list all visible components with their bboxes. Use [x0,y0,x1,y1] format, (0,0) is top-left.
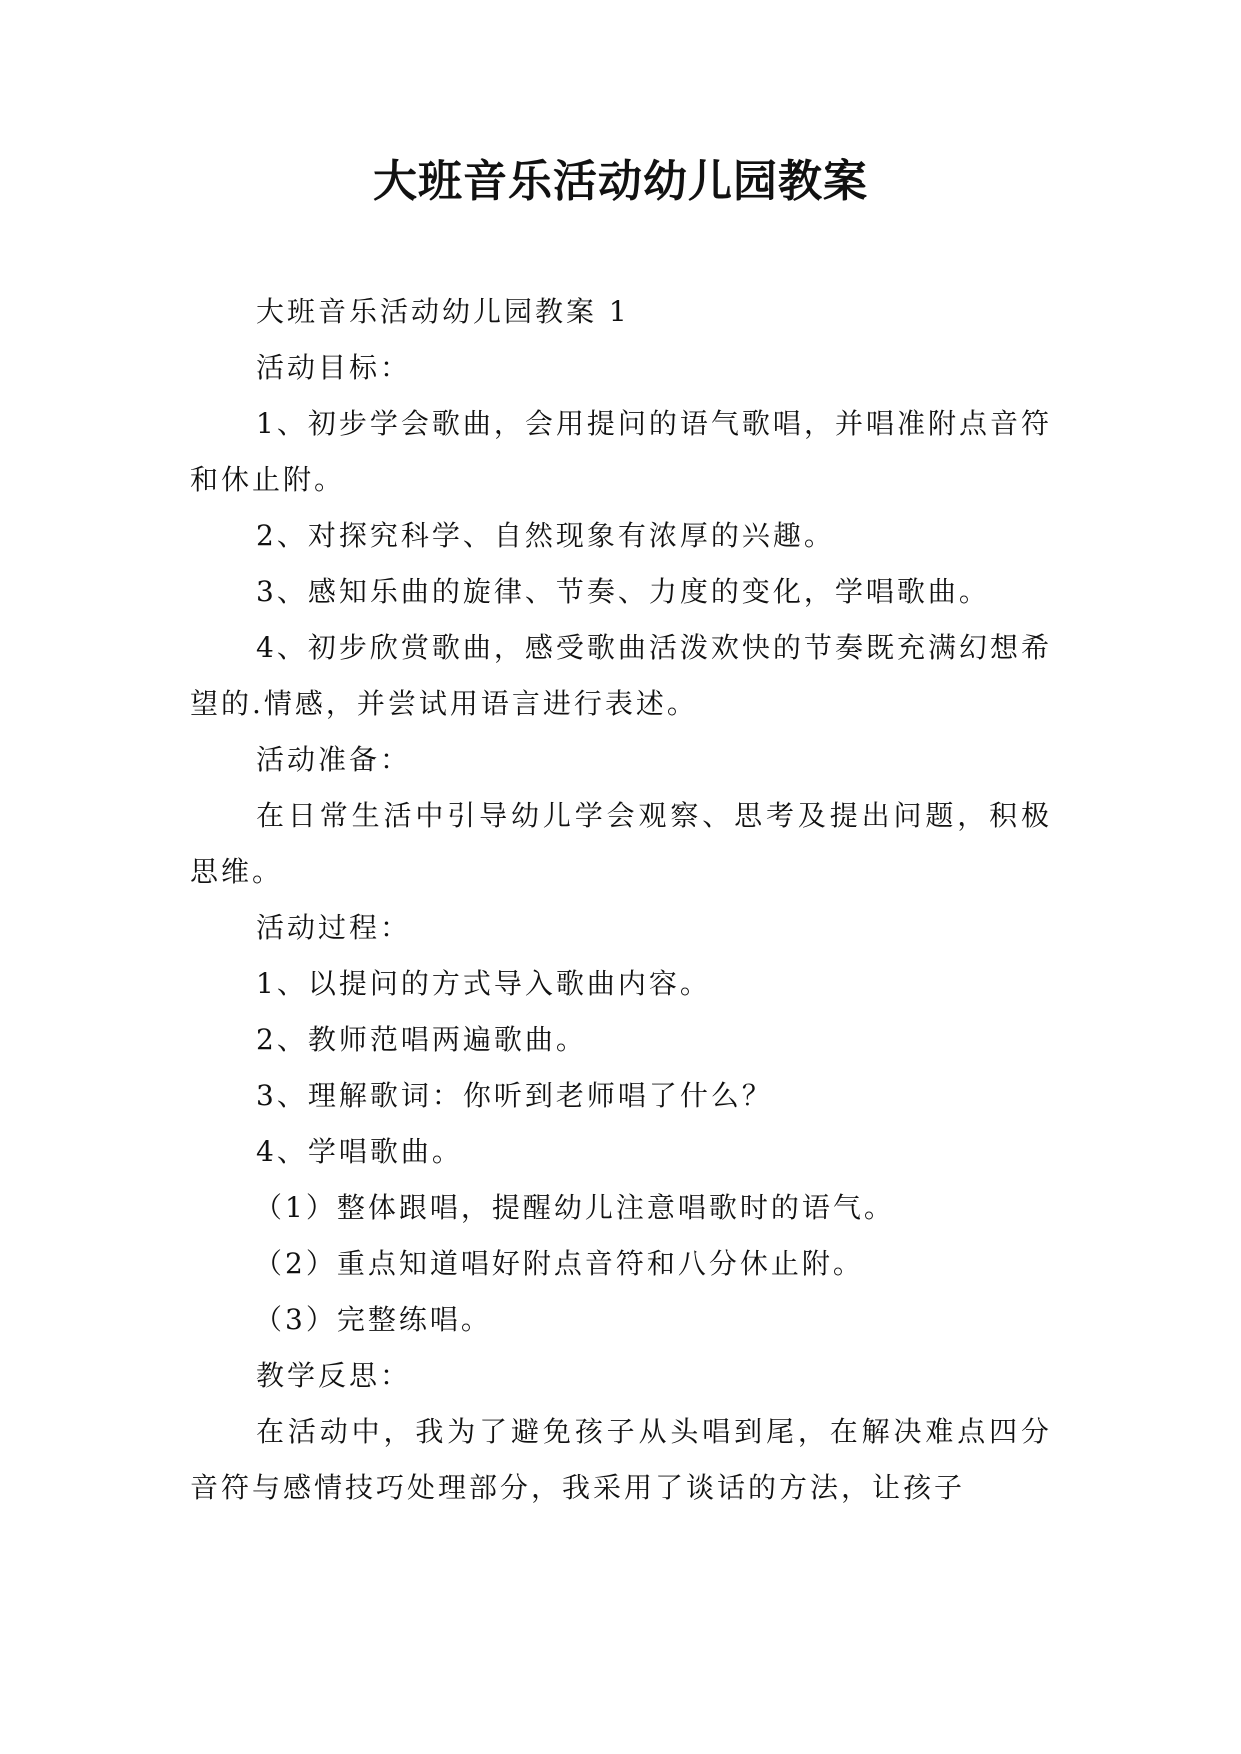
process-subitem-1: （1）整体跟唱，提醒幼儿注意唱歌时的语气。 [254,1191,895,1224]
goal-item-2: 2、对探究科学、自然现象有浓厚的兴趣。 [256,519,835,552]
section-heading-reflection: 教学反思： [256,1359,412,1392]
process-subitem-2: （2）重点知道唱好附点音符和八分休止附。 [254,1247,864,1280]
process-subitem-3: （3）完整练唱。 [254,1303,492,1336]
preparation-text: 在日常生活中引导幼儿学会观察、思考及提出问题，积极思维。 [190,799,1052,888]
process-item-3: 3、理解歌词：你听到老师唱了什么？ [256,1079,773,1112]
document-body [190,284,1052,1516]
goal-item-1: 1、初步学会歌曲，会用提问的语气歌唱，并唱准附点音符和休止附。 [190,407,1052,496]
goal-item-4: 4、初步欣赏歌曲，感受歌曲活泼欢快的节奏既充满幻想希望的.情感，并尝试用语言进行表述。 [190,631,1052,720]
goal-item-3: 3、感知乐曲的旋律、节奏、力度的变化，学唱歌曲。 [256,575,990,608]
lesson-heading: 大班音乐活动幼儿园教案 1 [256,295,630,328]
process-item-4: 4、学唱歌曲。 [256,1135,463,1168]
document-title: 大班音乐活动幼儿园教案 [373,156,868,207]
process-item-1: 1、以提问的方式导入歌曲内容。 [256,967,711,1000]
process-item-2: 2、教师范唱两遍歌曲。 [256,1023,587,1056]
section-heading-goals: 活动目标： [256,351,412,384]
reflection-text: 在活动中，我为了避免孩子从头唱到尾，在解决难点四分音符与感情技巧处理部分，我采用了谈话的方法，让孩子 [190,1415,1052,1504]
section-heading-preparation: 活动准备： [256,743,412,776]
section-heading-process: 活动过程： [256,911,412,944]
